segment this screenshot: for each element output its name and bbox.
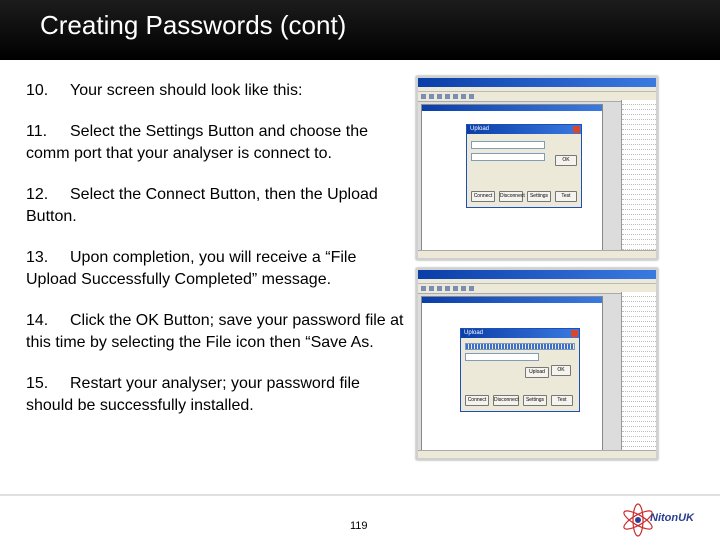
step-number: 11.	[26, 123, 48, 140]
step-10	[26, 80, 406, 102]
page-number: 119	[350, 520, 368, 532]
ok-button[interactable]: OK	[551, 365, 571, 376]
step-number: 15.	[26, 375, 49, 392]
close-icon[interactable]	[571, 330, 578, 337]
upload-progress-bar	[465, 343, 575, 350]
connect-button[interactable]: Connect	[471, 191, 495, 202]
step-12	[26, 184, 406, 228]
settings-button[interactable]: Settings	[523, 395, 547, 406]
logo-text: NitonUK	[650, 512, 694, 524]
upload-dialog-title: Upload	[467, 125, 581, 134]
settings-button[interactable]: Settings	[527, 191, 551, 202]
step-number: 12.	[26, 186, 49, 203]
screenshot-upload-dialog	[416, 76, 658, 260]
test-button[interactable]: Test	[551, 395, 573, 406]
side-data-column	[621, 100, 656, 250]
upload-button[interactable]: Upload	[525, 367, 549, 378]
upload-dialog-title: Upload	[461, 329, 579, 338]
step-text: Select the Settings Button and choose the comm port that your analyser is connect to.	[26, 123, 368, 162]
step-text: Click the OK Button; save your password file at this time by selecting the File icon then “Save As.	[26, 312, 404, 351]
footer-divider	[0, 494, 720, 496]
step-number: 13.	[26, 249, 49, 266]
test-button[interactable]: Test	[555, 191, 577, 202]
slide-title: Creating Passwords (cont)	[40, 10, 347, 40]
steps-list	[26, 80, 406, 436]
step-text: Upon completion, you will receive a “File Upload Successfully Completed” message.	[26, 249, 357, 288]
step-13	[26, 247, 406, 291]
dialog-field[interactable]	[471, 141, 545, 149]
app-window-titlebar	[418, 270, 656, 279]
dialog-field[interactable]	[471, 153, 545, 161]
app-window-titlebar	[418, 78, 656, 87]
step-14	[26, 310, 406, 354]
disconnect-button[interactable]: Disconnect	[493, 395, 519, 406]
disconnect-button[interactable]: Disconnect	[499, 191, 523, 202]
step-11	[26, 121, 406, 165]
app-status-bar	[418, 250, 656, 258]
step-number: 14.	[26, 312, 49, 329]
slide-title-bar	[0, 0, 720, 60]
upload-dialog	[460, 328, 580, 412]
side-data-column	[621, 292, 656, 450]
step-text: Restart your analyser; your password file should be successfully installed.	[26, 375, 360, 414]
connect-button[interactable]: Connect	[465, 395, 489, 406]
screenshot-upload-complete	[416, 268, 658, 460]
step-15	[26, 373, 406, 417]
dialog-field[interactable]	[465, 353, 539, 361]
step-text: Select the Connect Button, then the Upload Button.	[26, 186, 378, 225]
step-number: 10.	[26, 82, 49, 99]
ok-button[interactable]: OK	[555, 155, 577, 166]
step-text: Your screen should look like this:	[70, 82, 303, 99]
app-status-bar	[418, 450, 656, 458]
close-icon[interactable]	[573, 126, 580, 133]
upload-dialog	[466, 124, 582, 208]
